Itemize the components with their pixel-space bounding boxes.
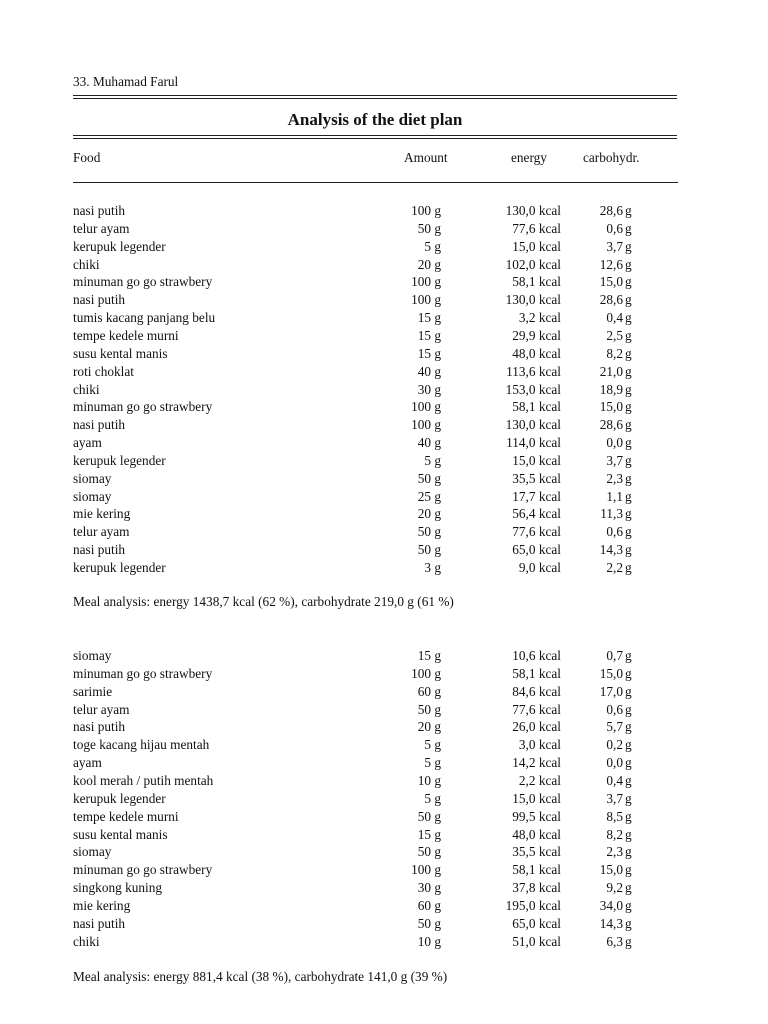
food-energy: 15,0 kcal — [512, 790, 561, 806]
table-row — [0, 399, 768, 417]
table-row — [0, 862, 768, 880]
table-row — [0, 666, 768, 684]
table-row — [0, 542, 768, 560]
food-carbohydrate: 2,2 — [606, 560, 623, 575]
food-name: mie kering — [73, 897, 131, 913]
food-name: roti choklat — [73, 363, 134, 379]
carbohydrate-unit: g — [625, 470, 632, 486]
table-row — [0, 809, 768, 827]
food-amount: 5 g — [424, 737, 441, 753]
carbohydrate-unit: g — [625, 719, 632, 735]
carbohydrate-unit: g — [625, 790, 632, 806]
food-energy: 114,0 kcal — [506, 435, 561, 451]
table-row — [0, 880, 768, 898]
table-row — [0, 310, 768, 328]
food-amount: 100 g — [411, 665, 441, 681]
carbohydrate-unit: g — [625, 399, 632, 415]
food-energy: 58,1 kcal — [512, 274, 561, 290]
food-energy: 37,8 kcal — [512, 880, 561, 896]
meal-summary: Meal analysis: energy 1438,7 kcal (62 %), carbohydrate 219,0 g (61 %) — [73, 594, 454, 609]
food-name: nasi putih — [73, 542, 126, 558]
food-carbohydrate: 0,4 — [606, 772, 623, 788]
food-energy: 56,4 kcal — [512, 506, 561, 522]
food-carbohydrate: 8,2 — [606, 345, 623, 361]
table-row — [0, 560, 768, 578]
food-carbohydrate: 15,0 — [599, 399, 623, 415]
food-energy: 14,2 kcal — [512, 755, 561, 771]
carbohydrate-unit: g — [625, 274, 632, 290]
food-energy: 102,0 kcal — [505, 256, 561, 272]
food-energy: 130,0 kcal — [505, 417, 561, 433]
food-energy: 77,6 kcal — [512, 701, 561, 717]
food-energy: 35,5 kcal — [512, 470, 561, 486]
food-name: chiki — [73, 256, 100, 272]
table-row — [0, 898, 768, 916]
carbohydrate-unit: g — [625, 915, 632, 931]
food-energy: 2,2 kcal — [518, 772, 561, 788]
carbohydrate-unit: g — [625, 238, 632, 254]
food-energy: 84,6 kcal — [512, 683, 561, 699]
food-energy: 48,0 kcal — [512, 826, 561, 842]
food-name: singkong kuning — [73, 880, 163, 896]
food-name: ayam — [73, 435, 102, 451]
food-energy: 113,6 kcal — [506, 363, 561, 379]
food-carbohydrate: 3,7 — [606, 790, 623, 806]
table-row — [0, 702, 768, 720]
food-carbohydrate: 28,6 — [599, 417, 623, 433]
table-row — [0, 916, 768, 934]
food-name: toge kacang hijau mentah — [73, 737, 210, 753]
carbohydrate-unit: g — [625, 880, 632, 896]
carbohydrate-unit: g — [625, 292, 632, 308]
table-row — [0, 346, 768, 364]
carbohydrate-unit: g — [625, 933, 632, 949]
food-carbohydrate: 15,0 — [599, 665, 623, 681]
food-energy: 26,0 kcal — [512, 719, 561, 735]
food-amount: 15 g — [417, 345, 441, 361]
food-name: tumis kacang panjang belu — [73, 310, 216, 326]
food-carbohydrate: 14,3 — [599, 542, 623, 558]
table-row — [0, 844, 768, 862]
table-row — [0, 934, 768, 952]
food-name: kerupuk legender — [73, 238, 166, 254]
food-amount: 50 g — [417, 542, 441, 558]
food-name: mie kering — [73, 506, 131, 522]
food-carbohydrate: 1,1 — [606, 488, 623, 504]
food-energy: 77,6 kcal — [512, 524, 561, 540]
food-amount: 50 g — [417, 524, 441, 540]
food-name: siomay — [73, 648, 112, 663]
food-energy: 10,6 kcal — [512, 648, 561, 663]
carbohydrate-unit: g — [625, 203, 632, 218]
food-name: kool merah / putih mentah — [73, 772, 214, 788]
food-carbohydrate: 2,5 — [606, 327, 623, 343]
food-amount: 50 g — [417, 808, 441, 824]
food-amount: 3 g — [424, 560, 441, 575]
food-energy: 77,6 kcal — [512, 220, 561, 236]
table-row — [0, 257, 768, 275]
food-name: susu kental manis — [73, 826, 168, 842]
carbohydrate-unit: g — [625, 683, 632, 699]
food-amount: 100 g — [411, 292, 441, 308]
food-amount: 10 g — [417, 772, 441, 788]
table-row — [0, 221, 768, 239]
food-name: nasi putih — [73, 203, 126, 218]
food-energy: 153,0 kcal — [505, 381, 561, 397]
food-name: telur ayam — [73, 524, 130, 540]
food-carbohydrate: 18,9 — [599, 381, 623, 397]
food-carbohydrate: 0,6 — [606, 220, 623, 236]
food-name: nasi putih — [73, 292, 126, 308]
header-energy: energy — [511, 150, 547, 165]
food-amount: 5 g — [424, 790, 441, 806]
food-amount: 10 g — [417, 933, 441, 949]
food-amount: 100 g — [411, 203, 441, 218]
food-carbohydrate: 0,6 — [606, 524, 623, 540]
carbohydrate-unit: g — [625, 701, 632, 717]
food-energy: 35,5 kcal — [512, 844, 561, 860]
food-carbohydrate: 0,0 — [606, 755, 623, 771]
food-name: kerupuk legender — [73, 790, 166, 806]
food-amount: 40 g — [417, 435, 441, 451]
food-amount: 50 g — [417, 701, 441, 717]
table-row — [0, 827, 768, 845]
food-name: ayam — [73, 755, 102, 771]
food-name: tempe kedele murni — [73, 808, 179, 824]
carbohydrate-unit: g — [625, 381, 632, 397]
carbohydrate-unit: g — [625, 755, 632, 771]
table-row — [0, 471, 768, 489]
food-carbohydrate: 11,3 — [600, 506, 623, 522]
food-name: minuman go go strawbery — [73, 665, 213, 681]
food-energy: 29,9 kcal — [512, 327, 561, 343]
food-amount: 20 g — [417, 256, 441, 272]
food-amount: 100 g — [411, 274, 441, 290]
table-row — [0, 382, 768, 400]
food-name: tempe kedele murni — [73, 327, 179, 343]
food-energy: 130,0 kcal — [505, 292, 561, 308]
food-carbohydrate: 12,6 — [599, 256, 623, 272]
food-amount: 15 g — [417, 310, 441, 326]
food-amount: 5 g — [424, 755, 441, 771]
food-amount: 60 g — [417, 897, 441, 913]
table-row — [0, 489, 768, 507]
table-row — [0, 274, 768, 292]
food-carbohydrate: 21,0 — [599, 363, 623, 379]
carbohydrate-unit: g — [625, 737, 632, 753]
food-carbohydrate: 2,3 — [606, 844, 623, 860]
food-energy: 58,1 kcal — [512, 862, 561, 878]
food-amount: 5 g — [424, 452, 441, 468]
food-name: minuman go go strawbery — [73, 274, 213, 290]
food-energy: 51,0 kcal — [512, 933, 561, 949]
table-row — [0, 684, 768, 702]
table-row — [0, 453, 768, 471]
table-row — [0, 364, 768, 382]
food-carbohydrate: 2,3 — [606, 470, 623, 486]
food-amount: 50 g — [417, 220, 441, 236]
food-amount: 30 g — [417, 381, 441, 397]
table-row — [0, 773, 768, 791]
author-line: 33. Muhamad Farul — [73, 74, 179, 89]
food-name: minuman go go strawbery — [73, 399, 213, 415]
food-amount: 50 g — [417, 470, 441, 486]
food-carbohydrate: 0,2 — [606, 737, 623, 753]
table-row — [0, 719, 768, 737]
food-carbohydrate: 14,3 — [599, 915, 623, 931]
carbohydrate-unit: g — [625, 256, 632, 272]
carbohydrate-unit: g — [625, 506, 632, 522]
food-name: kerupuk legender — [73, 452, 166, 468]
food-carbohydrate: 15,0 — [599, 862, 623, 878]
table-row — [0, 524, 768, 542]
food-name: siomay — [73, 844, 112, 860]
carbohydrate-unit: g — [625, 363, 632, 379]
table-row — [0, 239, 768, 257]
carbohydrate-unit: g — [625, 524, 632, 540]
food-carbohydrate: 28,6 — [599, 203, 623, 218]
table-row — [0, 506, 768, 524]
food-energy: 65,0 kcal — [512, 915, 561, 931]
page-title: Analysis of the diet plan — [287, 110, 463, 129]
carbohydrate-unit: g — [625, 897, 632, 913]
food-energy: 15,0 kcal — [512, 452, 561, 468]
food-name: telur ayam — [73, 701, 130, 717]
food-energy: 58,1 kcal — [512, 665, 561, 681]
food-energy: 9,0 kcal — [518, 560, 561, 575]
table-row — [0, 203, 768, 221]
food-energy: 65,0 kcal — [512, 542, 561, 558]
header-rule — [73, 182, 678, 183]
food-carbohydrate: 9,2 — [606, 880, 623, 896]
header-amount: Amount — [404, 150, 448, 165]
food-name: telur ayam — [73, 220, 130, 236]
carbohydrate-unit: g — [625, 345, 632, 361]
food-name: susu kental manis — [73, 345, 168, 361]
food-name: chiki — [73, 933, 100, 949]
food-name: sarimie — [73, 683, 113, 699]
carbohydrate-unit: g — [625, 808, 632, 824]
food-amount: 30 g — [417, 880, 441, 896]
table-row — [0, 328, 768, 346]
food-name: nasi putih — [73, 719, 126, 735]
table-header — [0, 150, 768, 166]
carbohydrate-unit: g — [625, 844, 632, 860]
double-rule-top — [73, 95, 677, 99]
table-row — [0, 435, 768, 453]
carbohydrate-unit: g — [625, 560, 632, 575]
food-energy: 3,2 kcal — [518, 310, 561, 326]
food-amount: 40 g — [417, 363, 441, 379]
table-row — [0, 417, 768, 435]
food-carbohydrate: 8,5 — [606, 808, 623, 824]
food-energy: 130,0 kcal — [505, 203, 561, 218]
carbohydrate-unit: g — [625, 772, 632, 788]
food-amount: 50 g — [417, 915, 441, 931]
food-energy: 3,0 kcal — [518, 737, 561, 753]
food-amount: 20 g — [417, 506, 441, 522]
table-row — [0, 755, 768, 773]
food-carbohydrate: 8,2 — [606, 826, 623, 842]
food-energy: 17,7 kcal — [512, 488, 561, 504]
food-amount: 100 g — [411, 399, 441, 415]
meal-summary: Meal analysis: energy 881,4 kcal (38 %), carbohydrate 141,0 g (39 %) — [73, 969, 448, 984]
food-carbohydrate: 3,7 — [606, 452, 623, 468]
carbohydrate-unit: g — [625, 665, 632, 681]
double-rule-bottom — [73, 135, 677, 139]
food-name: siomay — [73, 470, 112, 486]
carbohydrate-unit: g — [625, 488, 632, 504]
food-energy: 99,5 kcal — [512, 808, 561, 824]
header-carbohydrate: carbohydr. — [583, 150, 640, 165]
carbohydrate-unit: g — [625, 327, 632, 343]
food-carbohydrate: 15,0 — [599, 274, 623, 290]
food-energy: 15,0 kcal — [512, 238, 561, 254]
carbohydrate-unit: g — [625, 435, 632, 451]
food-amount: 100 g — [411, 862, 441, 878]
food-carbohydrate: 3,7 — [606, 238, 623, 254]
food-amount: 15 g — [417, 648, 441, 663]
food-carbohydrate: 28,6 — [599, 292, 623, 308]
table-row — [0, 648, 768, 666]
header-food: Food — [73, 150, 101, 165]
food-carbohydrate: 0,6 — [606, 701, 623, 717]
carbohydrate-unit: g — [625, 826, 632, 842]
food-name: nasi putih — [73, 417, 126, 433]
table-row — [0, 791, 768, 809]
carbohydrate-unit: g — [625, 417, 632, 433]
table-row — [0, 292, 768, 310]
food-name: kerupuk legender — [73, 560, 166, 575]
food-energy: 58,1 kcal — [512, 399, 561, 415]
food-carbohydrate: 17,0 — [599, 683, 623, 699]
food-amount: 20 g — [417, 719, 441, 735]
food-amount: 25 g — [417, 488, 441, 504]
carbohydrate-unit: g — [625, 648, 632, 663]
food-amount: 60 g — [417, 683, 441, 699]
food-name: nasi putih — [73, 915, 126, 931]
food-carbohydrate: 0,4 — [606, 310, 623, 326]
food-energy: 48,0 kcal — [512, 345, 561, 361]
food-carbohydrate: 34,0 — [599, 897, 623, 913]
food-amount: 15 g — [417, 327, 441, 343]
food-amount: 5 g — [424, 238, 441, 254]
carbohydrate-unit: g — [625, 220, 632, 236]
carbohydrate-unit: g — [625, 310, 632, 326]
carbohydrate-unit: g — [625, 862, 632, 878]
food-carbohydrate: 0,0 — [606, 435, 623, 451]
food-carbohydrate: 0,7 — [606, 648, 623, 663]
food-carbohydrate: 6,3 — [606, 933, 623, 949]
carbohydrate-unit: g — [625, 452, 632, 468]
food-carbohydrate: 5,7 — [606, 719, 623, 735]
food-amount: 50 g — [417, 844, 441, 860]
food-name: siomay — [73, 488, 112, 504]
carbohydrate-unit: g — [625, 542, 632, 558]
food-name: chiki — [73, 381, 100, 397]
food-amount: 100 g — [411, 417, 441, 433]
table-row — [0, 737, 768, 755]
food-name: minuman go go strawbery — [73, 862, 213, 878]
food-amount: 15 g — [417, 826, 441, 842]
food-energy: 195,0 kcal — [505, 897, 561, 913]
